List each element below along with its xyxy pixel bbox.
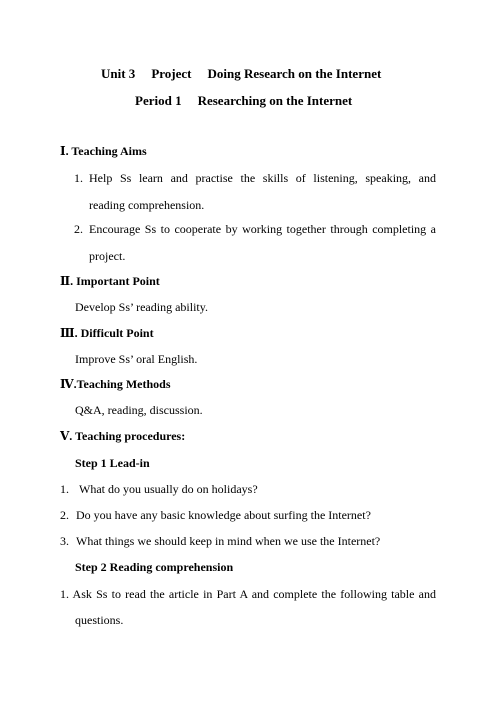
difficult-text: Improve Ss’ oral English. <box>75 352 198 366</box>
question-3-number: 3. <box>60 534 69 548</box>
aim-2-number: 2. <box>74 222 83 236</box>
procedures-heading: Ⅴ. Teaching procedures: <box>60 429 186 443</box>
question-1-number: 1. <box>60 482 69 496</box>
period-topic-label: Researching on the Internet <box>197 93 353 108</box>
question-3: What things we should keep in mind when we use the Internet? <box>76 534 381 548</box>
period-label: Period 1 <box>135 93 182 108</box>
period-title <box>135 93 352 108</box>
project-label: Project <box>151 66 192 81</box>
unit-label: Unit 3 <box>101 66 136 81</box>
aim-1-line-1: Help Ss learn and practise the skills of listening, speaking, and <box>89 171 436 185</box>
important-heading: Ⅱ. Important Point <box>60 274 160 288</box>
methods-heading: Ⅳ.Teaching Methods <box>60 377 171 391</box>
aim-2-line-2: project. <box>89 249 126 263</box>
aims-heading: Ⅰ. Teaching Aims <box>60 144 147 158</box>
reading-task-line-2: questions. <box>75 613 124 627</box>
question-2: Do you have any basic knowledge about surfing the Internet? <box>76 508 371 522</box>
topic-label: Doing Research on the Internet <box>207 66 382 81</box>
difficult-heading: Ⅲ. Difficult Point <box>60 326 154 340</box>
step-2-heading: Step 2 Reading comprehension <box>75 560 234 574</box>
step-1-heading: Step 1 Lead-in <box>75 456 150 470</box>
aim-1-number: 1. <box>74 171 83 185</box>
aim-1-line-2: reading comprehension. <box>89 198 205 212</box>
methods-text: Q&A, reading, discussion. <box>75 403 203 417</box>
important-text: Develop Ss’ reading ability. <box>75 300 208 314</box>
unit-title <box>101 66 381 81</box>
aim-2-line-1: Encourage Ss to cooperate by working together through completing a <box>89 222 436 236</box>
reading-task-line-1: 1. Ask Ss to read the article in Part A and complete the following table and <box>60 587 436 601</box>
question-1: What do you usually do on holidays? <box>79 482 258 496</box>
question-2-number: 2. <box>60 508 69 522</box>
